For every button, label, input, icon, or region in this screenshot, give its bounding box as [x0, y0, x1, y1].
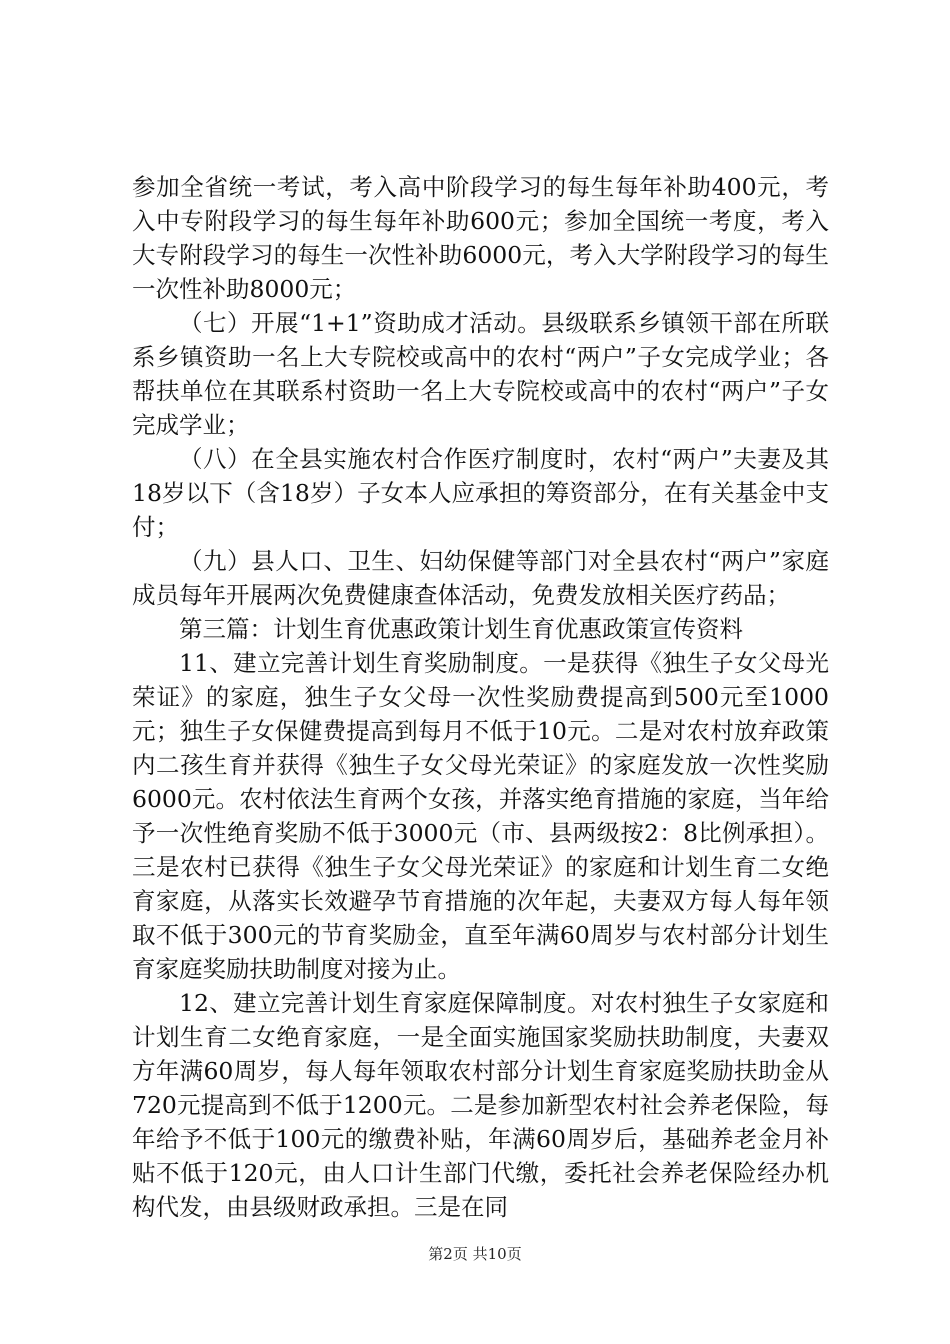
paragraph-2: （七）开展“1+1”资助成才活动。县级联系乡镇领干部在所联系乡镇资助一名上大专院校或高中的农村“两户”子女完成学业；各帮扶单位在其联系村资助一名上大专院校或高中的农村“两户”子女完成学业； — [132, 309, 829, 439]
section-heading: 第三篇：计划生育优惠政策计划生育优惠政策宣传资料 — [179, 615, 743, 643]
paragraph-4: （九）县人口、卫生、妇幼保健等部门对全县农村“两户”家庭成员每年开展两次免费健康查体活动，免费发放相关医疗药品； — [132, 547, 829, 609]
paragraph-6: 12、建立完善计划生育家庭保障制度。对农村独生子女家庭和计划生育二女绝育家庭，一是全面实施国家奖励扶助制度，夫妻双方年满60周岁，每人每年领取农村部分计划生育家庭奖励扶助金从720元提高到不低于1200元。二是参加新型农村社会养老保险，每年给予不低于100元的缴费补贴，年满60周岁后，基础养老金月补贴不低于120元，由人口计生部门代缴，委托社会养老保险经办机构代发，由县级财政承担。三是在同 — [132, 989, 829, 1221]
paragraph-5: 11、建立完善计划生育奖励制度。一是获得《独生子女父母光荣证》的家庭，独生子女父母一次性奖励费提高到500元至1000元；独生子女保健费提高到每月不低于10元。二是对农村放弃政策内二孩生育并获得《独生子女父母光荣证》的家庭发放一次性奖励6000元。农村依法生育两个女孩，并落实绝育措施的家庭，当年给予一次性绝育奖励不低于3000元（市、县两级按2：8比例承担）。三是农村已获得《独生子女父母光荣证》的家庭和计划生育二女绝育家庭，从落实长效避孕节育措施的次年起，夫妻双方每人每年领取不低于300元的节育奖励金，直至年满60周岁与农村部分计划生育家庭奖励扶助制度对接为止。 — [132, 649, 829, 983]
paragraph-3: （八）在全县实施农村合作医疗制度时，农村“两户”夫妻及其18岁以下（含18岁）子女本人应承担的筹资部分，在有关基金中支付； — [132, 445, 829, 541]
document-body — [132, 170, 829, 1224]
paragraph-1: 参加全省统一考试，考入高中阶段学习的每生每年补助400元，考入中专附段学习的每生每年补助600元；参加全国统一考度，考入大专附段学习的每生一次性补助6000元，考入大学附段学习的每生一次性补助8000元； — [132, 173, 829, 303]
page-number-footer: 第2页 共10页 — [428, 1245, 522, 1263]
